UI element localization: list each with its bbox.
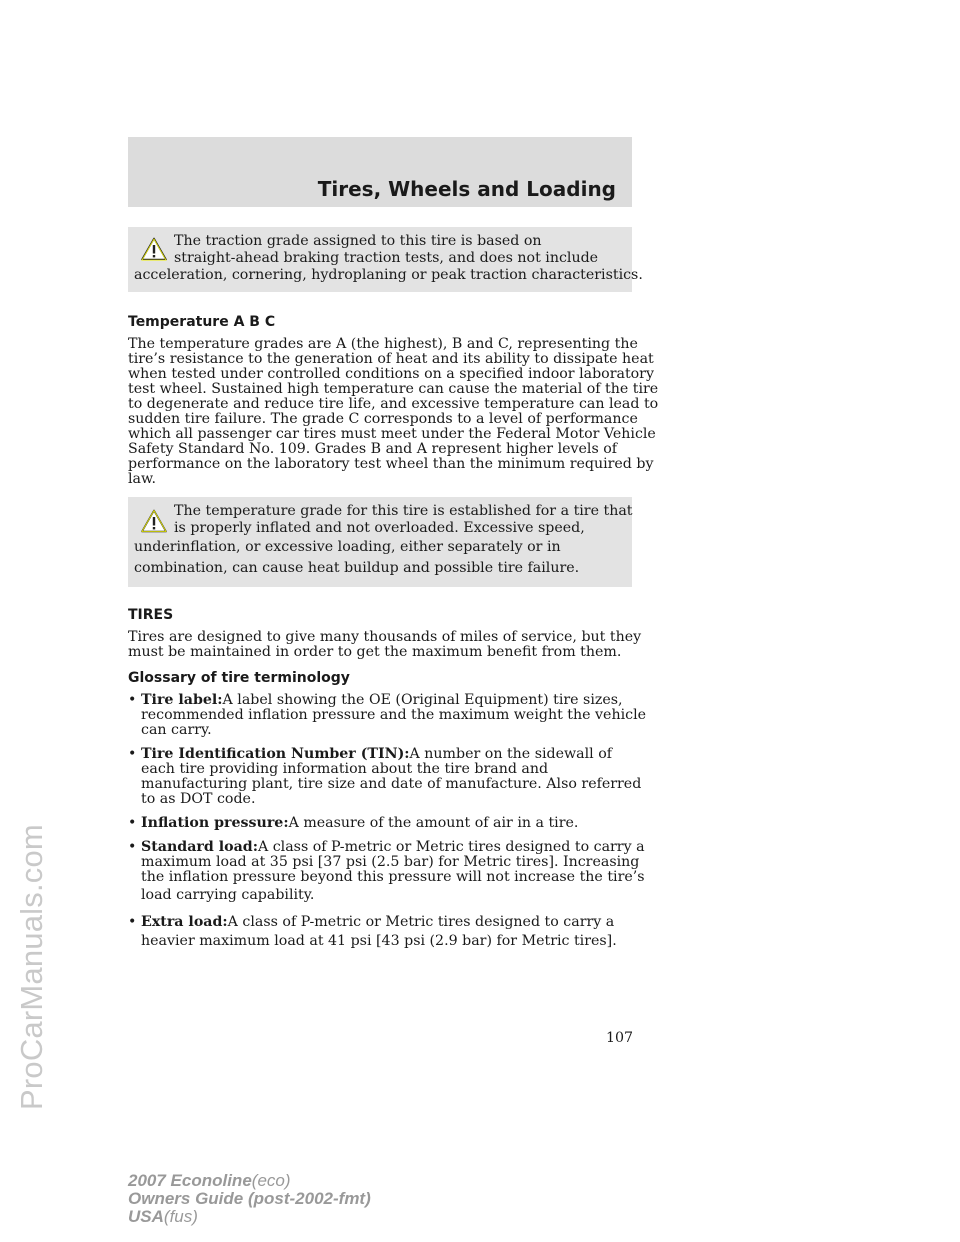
- glossary-term: Tire Identification Number (TIN):: [141, 746, 410, 762]
- list-item: • Inflation pressure:A measure of the amount of air in a tire.: [128, 815, 579, 831]
- list-item: • Standard load:A class of P-metric or Metric tires designed to carry a maximum load at 35 psi [37 psi (2.5 bar) for Metric tires]. Increasing the inflation pressure beyond this pressure will not increase the tire’s load carrying capability.: [128, 839, 645, 903]
- bullet: •: [128, 692, 137, 708]
- warning-text-line: The traction grade assigned to this tire is based on: [174, 233, 542, 249]
- warning-text-line: underinflation, or excessive loading, either separately or in: [134, 539, 561, 555]
- section-title: Tires, Wheels and Loading: [317, 177, 616, 201]
- bullet: •: [128, 839, 137, 855]
- warning-triangle-icon: [141, 509, 167, 533]
- bullet: •: [128, 815, 137, 831]
- footer-guide: Owners Guide (post-2002-fmt): [128, 1189, 371, 1208]
- list-item: • Extra load:A class of P-metric or Metric tires designed to carry a heavier maximum load at 41 psi [43 psi (2.9 bar) for Metric tires].: [128, 914, 617, 949]
- warning-text-line: The temperature grade for this tire is established for a tire that: [174, 503, 633, 519]
- glossary-term: Extra load:: [141, 914, 228, 930]
- warning-text-line: acceleration, cornering, hydroplaning or peak traction characteristics.: [134, 267, 643, 283]
- list-item: • Tire label:A label showing the OE (Original Equipment) tire sizes, recommended inflation pressure and the maximum weight the vehicle can carry.: [128, 692, 647, 738]
- glossary-term: Inflation pressure:: [141, 815, 289, 831]
- page-content: [128, 227, 659, 952]
- footer: [128, 1172, 371, 1226]
- watermark: ProCarManuals.com: [14, 824, 49, 1110]
- glossary-term: Standard load:: [141, 839, 258, 855]
- footer-market: USA: [128, 1207, 164, 1226]
- footer-model: 2007 Econoline: [128, 1171, 252, 1190]
- footer-model-code: (eco): [251, 1171, 291, 1190]
- heading-temperature: Temperature A B C: [128, 314, 276, 330]
- paragraph-tires: Tires are designed to give many thousands of miles of service, but they must be maintained in order to get the maximum benefit from them.: [128, 629, 642, 660]
- warning-text-line: is properly inflated and not overloaded. Excessive speed,: [174, 520, 585, 536]
- heading-glossary: Glossary of tire terminology: [128, 670, 350, 686]
- page-number: 107: [606, 1030, 634, 1046]
- list-item: • Tire Identification Number (TIN):A number on the sidewall of each tire providing information about the tire brand and manufacturing plant, tire size and date of manufacture. Also referred to as DOT code.: [128, 746, 642, 807]
- footer-market-code: (fus): [163, 1207, 198, 1226]
- warning-text-line: straight-ahead braking traction tests, and does not include: [174, 250, 599, 266]
- glossary-list: [128, 692, 647, 952]
- warning-box-traction: [128, 227, 643, 292]
- paragraph-temperature: The temperature grades are A (the highest), B and C, representing the tire’s resistance to the generation of heat and its ability to dissipate heat when tested under controlled conditions on a specified indoor laboratory test wheel. Sustained high temperature can cause the material of the tire to degenerate and reduce tire life, and excessive temperature can lead to sudden tire failure. The grade C corresponds to a level of performance which all passenger car tires must meet under the Federal Motor Vehicle Safety Standard No. 109. Grades B and A represent higher levels of performance on the laboratory test wheel than the minimum required by law.: [128, 336, 659, 487]
- bullet: •: [128, 746, 137, 762]
- glossary-term: Tire label:: [141, 692, 223, 708]
- warning-text-line: combination, can cause heat buildup and possible tire failure.: [134, 560, 580, 576]
- warning-triangle-icon: [141, 237, 167, 261]
- heading-tires: TIRES: [128, 607, 174, 623]
- warning-box-temperature: [128, 497, 632, 587]
- section-header: [128, 137, 632, 207]
- bullet: •: [128, 914, 137, 930]
